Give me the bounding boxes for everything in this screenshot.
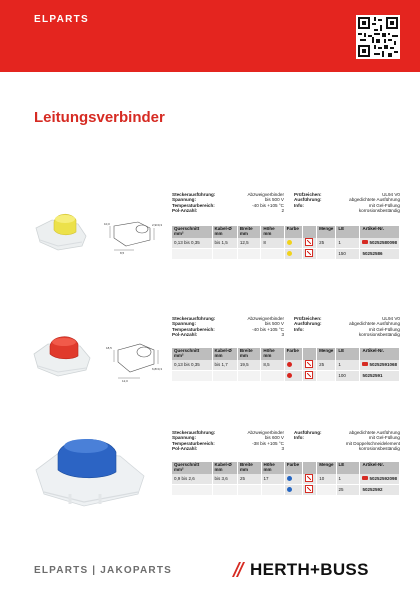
table-header-row xyxy=(172,462,400,474)
spec-row xyxy=(172,446,400,451)
spec-key: Ausführung: xyxy=(294,321,322,327)
col-header: Höhe mm xyxy=(261,348,284,360)
cell-menge xyxy=(317,248,336,259)
hazard-symbol-icon xyxy=(305,485,313,493)
cell-hazard xyxy=(303,484,317,495)
cell-kabel xyxy=(212,248,237,259)
cell-breite xyxy=(237,370,261,381)
cell-le: 100 xyxy=(336,370,360,381)
spec-key: Pol-Anzahl: xyxy=(172,446,198,452)
cell-breite: 25 xyxy=(237,474,261,485)
spec-value: -40 bis +105 °C xyxy=(252,326,284,332)
product-block-yellow xyxy=(0,190,420,270)
color-dot-icon xyxy=(287,240,292,245)
col-header: Querschnitt mm² xyxy=(172,462,212,474)
spec-key xyxy=(294,208,330,213)
spec-value: bis 500 V xyxy=(264,321,284,327)
dim-label: 18,5 xyxy=(106,346,112,350)
table-header-row xyxy=(172,226,400,238)
product-block-blue xyxy=(0,430,420,520)
specs-red xyxy=(172,316,400,338)
cell-querschnitt: 0,13 bis 0,35 xyxy=(172,238,212,249)
col-header: Artikel-Nr. xyxy=(360,348,400,360)
col-header xyxy=(303,348,317,360)
spec-key: Spannung: xyxy=(172,321,196,327)
cell-menge xyxy=(317,484,336,495)
technical-drawing-red xyxy=(106,338,162,387)
spec-value: 3 xyxy=(281,446,284,452)
product-table-blue xyxy=(172,462,400,496)
cell-breite: 19,5 xyxy=(237,360,261,371)
spec-key: Spannung: xyxy=(172,197,196,203)
package-icon xyxy=(362,362,368,366)
article-number[interactable]: 50252580098 xyxy=(369,239,397,245)
cell-querschnitt: 0,13 bis 0,35 xyxy=(172,360,212,371)
spec-value: UL94 V0 xyxy=(382,192,400,197)
col-header: Farbe xyxy=(284,462,303,474)
col-header: Menge xyxy=(317,462,336,474)
col-header: Querschnitt mm² xyxy=(172,226,212,238)
spec-value: UL94 V0 xyxy=(382,316,400,321)
spec-value: mit Gel-Füllung xyxy=(368,435,400,441)
spec-key: Ausführung: xyxy=(294,197,322,203)
cell-menge: 25 xyxy=(317,360,336,371)
table-row xyxy=(172,370,400,381)
specs-yellow xyxy=(172,192,400,214)
spec-key: Info: xyxy=(294,202,304,208)
spec-key: Temperaturbereich: xyxy=(172,202,215,208)
col-header: Breite mm xyxy=(237,348,261,360)
color-dot-icon xyxy=(287,251,292,256)
page-title: Leitungsverbinder xyxy=(34,109,165,126)
cell-menge xyxy=(317,370,336,381)
cell-artikel xyxy=(360,484,400,495)
col-header: LE xyxy=(336,348,360,360)
table-header-row xyxy=(172,348,400,360)
cell-breite xyxy=(237,484,261,495)
cell-artikel xyxy=(360,360,400,371)
article-number[interactable]: 50252592098 xyxy=(369,475,397,481)
spec-value: mit Doppelschneidelement xyxy=(345,440,400,446)
le-value: 1 xyxy=(338,361,341,367)
cell-farbe xyxy=(284,238,303,249)
hazard-symbol-icon xyxy=(305,238,313,246)
spec-value: -40 bis +105 °C xyxy=(252,202,284,208)
col-header: Kabel-Ø mm xyxy=(212,348,237,360)
spec-row xyxy=(172,208,400,213)
table-row xyxy=(172,360,400,371)
col-header: Höhe mm xyxy=(261,226,284,238)
logo-text: HERTH+BUSS xyxy=(250,560,369,579)
hazard-symbol-icon xyxy=(305,474,313,482)
dim-label: 12,0 xyxy=(122,379,128,383)
spec-key: Prüfzeichen: xyxy=(294,192,322,197)
product-photo-yellow xyxy=(32,210,92,261)
table-row xyxy=(172,248,400,259)
le-value: 1 xyxy=(338,239,341,245)
cell-menge: 10 xyxy=(317,474,336,485)
footer xyxy=(0,556,420,594)
hazard-symbol-icon xyxy=(305,371,313,379)
spec-row xyxy=(172,332,400,337)
le-value: 1 xyxy=(338,475,342,481)
spec-key: Steckerausführung: xyxy=(172,430,216,435)
dim-label: 2,9±0,3 xyxy=(152,223,162,227)
header-bar xyxy=(0,0,420,72)
spec-value: Abzweigverbinder xyxy=(247,192,284,197)
cell-le xyxy=(336,238,360,249)
article-number[interactable]: 50252591 xyxy=(362,372,383,378)
spec-key: Ausführung: xyxy=(294,430,322,435)
col-header: Höhe mm xyxy=(261,462,284,474)
col-header: Menge xyxy=(317,226,336,238)
cell-breite: 12,5 xyxy=(237,238,261,249)
spec-value: mit Gel-Füllung xyxy=(368,326,400,332)
cell-kabel: bis 1,7 xyxy=(212,360,237,371)
cell-hazard xyxy=(303,238,317,249)
color-dot-icon xyxy=(287,487,292,492)
cell-hoehe: 17 xyxy=(261,474,284,485)
qr-code-icon[interactable] xyxy=(356,15,400,59)
cell-hazard xyxy=(303,474,317,485)
dim-label: 6,8±0,3 xyxy=(152,367,162,371)
spec-key: Prüfzeichen: xyxy=(294,316,322,321)
cell-farbe xyxy=(284,484,303,495)
cell-querschnitt xyxy=(172,248,212,259)
table-row xyxy=(172,238,400,249)
product-block-red xyxy=(0,316,420,396)
product-table-yellow xyxy=(172,226,400,260)
spec-value: Abzweigverbinder xyxy=(247,430,284,435)
cell-menge: 25 xyxy=(317,238,336,249)
article-number[interactable]: 50252591068 xyxy=(369,361,397,367)
col-header xyxy=(303,462,317,474)
cell-kabel xyxy=(212,370,237,381)
table-row xyxy=(172,474,400,485)
herth-buss-logo[interactable] xyxy=(232,560,402,580)
col-header: LE xyxy=(336,462,360,474)
cell-hazard xyxy=(303,360,317,371)
specs-blue xyxy=(172,430,400,452)
col-header: Querschnitt mm² xyxy=(172,348,212,360)
cell-artikel xyxy=(360,370,400,381)
spec-value: mit Gel-Füllung xyxy=(368,202,400,208)
spec-value: abgedichtete Ausführung xyxy=(349,197,400,203)
dim-label: 8,5 xyxy=(120,251,125,255)
col-header: Menge xyxy=(317,348,336,360)
col-header: Breite mm xyxy=(237,462,261,474)
cell-hazard xyxy=(303,370,317,381)
spec-key: Info: xyxy=(294,326,304,332)
cell-querschnitt xyxy=(172,484,212,495)
table-row xyxy=(172,484,400,495)
cell-le: 150 xyxy=(336,248,360,259)
col-header: Breite mm xyxy=(237,226,261,238)
spec-value: 2 xyxy=(281,208,284,214)
spec-key: Pol-Anzahl: xyxy=(172,332,198,338)
spec-key xyxy=(294,446,330,451)
cell-le xyxy=(336,360,360,371)
cell-hoehe xyxy=(261,248,284,259)
cell-hoehe: 8,5 xyxy=(261,360,284,371)
technical-drawing-yellow xyxy=(104,216,160,259)
hazard-symbol-icon xyxy=(305,360,313,368)
spec-value: abgedichtete Ausführung xyxy=(349,321,400,327)
cell-artikel xyxy=(360,238,400,249)
cell-farbe xyxy=(284,248,303,259)
cell-hoehe xyxy=(261,484,284,495)
cell-farbe xyxy=(284,360,303,371)
cell-artikel xyxy=(360,474,400,485)
col-header: Kabel-Ø mm xyxy=(212,226,237,238)
spec-value: bis 600 V xyxy=(264,435,284,441)
spec-key: Temperaturbereich: xyxy=(172,440,215,446)
col-header: Artikel-Nr. xyxy=(360,226,400,238)
spec-key xyxy=(294,332,330,337)
spec-value: -38 bis +105 °C xyxy=(252,440,284,446)
spec-value: 3 xyxy=(281,332,284,338)
cell-hazard xyxy=(303,248,317,259)
product-photo-blue xyxy=(30,432,150,517)
cell-le: 25 xyxy=(336,484,360,495)
dim-label: 10,0 xyxy=(104,222,110,226)
spec-value: abgedichtete Ausführung xyxy=(349,430,400,435)
spec-value: bis 500 V xyxy=(264,197,284,203)
spec-value: korrosionsbeständig xyxy=(358,332,400,338)
color-dot-icon xyxy=(287,476,292,481)
hazard-symbol-icon xyxy=(305,249,313,257)
spec-value: Abzweigverbinder xyxy=(247,316,284,321)
spec-value: korrosionsbeständig xyxy=(358,446,400,452)
col-header xyxy=(303,226,317,238)
package-icon xyxy=(362,476,368,480)
cell-hoehe xyxy=(261,370,284,381)
spec-key: Pol-Anzahl: xyxy=(172,208,198,214)
herth-buss-logo-icon xyxy=(232,562,246,577)
cell-kabel: bis 3,6 xyxy=(212,474,237,485)
spec-key: Steckerausführung: xyxy=(172,316,216,321)
package-icon xyxy=(362,240,368,244)
col-header: Farbe xyxy=(284,348,303,360)
article-number[interactable]: 50252586 xyxy=(362,250,383,256)
brand-label: ELPARTS xyxy=(34,14,90,25)
cell-breite xyxy=(237,248,261,259)
spec-key: Temperaturbereich: xyxy=(172,326,215,332)
cell-querschnitt: 0,9 bis 2,6 xyxy=(172,474,212,485)
cell-kabel xyxy=(212,484,237,495)
col-header: LE xyxy=(336,226,360,238)
cell-artikel xyxy=(360,248,400,259)
spec-key: Steckerausführung: xyxy=(172,192,216,197)
cell-querschnitt xyxy=(172,370,212,381)
col-header: Farbe xyxy=(284,226,303,238)
spec-value: korrosionsbeständig xyxy=(358,208,400,214)
col-header: Kabel-Ø mm xyxy=(212,462,237,474)
article-number[interactable]: 50252592 xyxy=(362,486,383,492)
footer-brands: ELPARTS | JAKOPARTS xyxy=(34,565,173,576)
spec-key: Spannung: xyxy=(172,435,196,441)
spec-key: Info: xyxy=(294,435,304,441)
cell-kabel: bis 1,5 xyxy=(212,238,237,249)
product-table-red xyxy=(172,348,400,382)
product-photo-red xyxy=(30,332,94,385)
color-dot-icon xyxy=(287,373,292,378)
cell-hoehe: 8 xyxy=(261,238,284,249)
cell-farbe xyxy=(284,370,303,381)
cell-farbe xyxy=(284,474,303,485)
color-dot-icon xyxy=(287,362,292,367)
cell-le xyxy=(336,474,360,485)
col-header: Artikel-Nr. xyxy=(360,462,400,474)
